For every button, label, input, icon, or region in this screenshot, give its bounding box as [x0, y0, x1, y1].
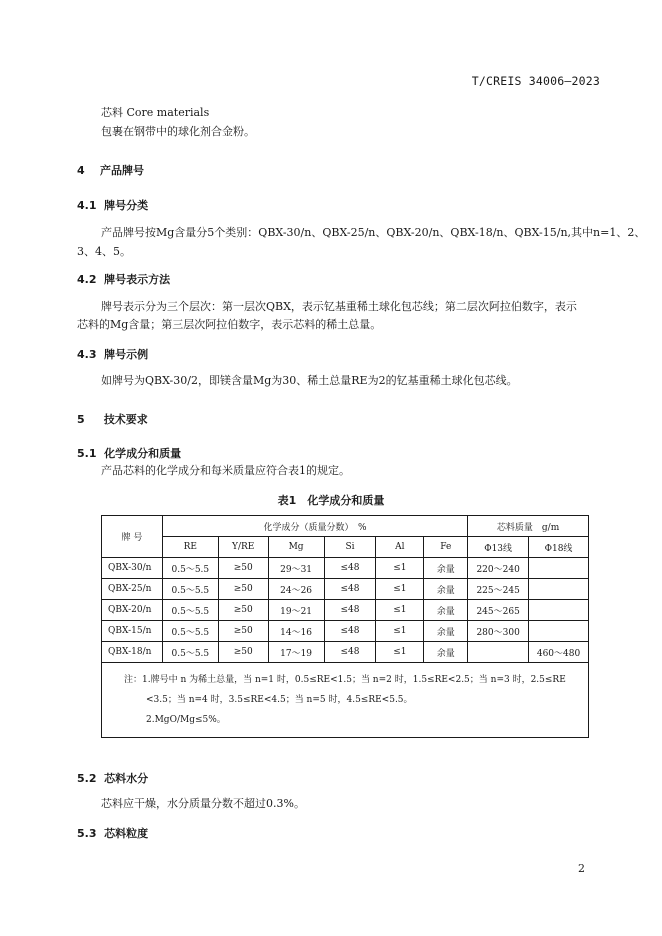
cell-brand: QBX-20/n: [102, 600, 163, 621]
section-number: 5: [77, 413, 85, 426]
section-number: 4.1: [77, 199, 97, 212]
cell-si: ≤48: [324, 642, 376, 663]
section-5-heading: [77, 411, 148, 427]
cell-si: ≤48: [324, 600, 376, 621]
col-header-fe: Fe: [424, 537, 468, 558]
section-number: 5.2: [77, 772, 97, 785]
note-2: 2.MgO/Mg≤5%。: [146, 715, 226, 725]
cell-si: ≤48: [324, 558, 376, 579]
cell-brand: QBX-30/n: [102, 558, 163, 579]
cell-mg: 14～16: [268, 621, 324, 642]
cell-fe: 余量: [424, 579, 468, 600]
table-caption: 表1 化学成分和质量: [277, 494, 385, 507]
section-title: 牌号分类: [104, 199, 149, 212]
note-1-line1: 注：1.牌号中 n 为稀土总量，当 n=1 时，0.5≤RE<1.5；当 n=2 时，1.5≤RE<2.5；当 n=3 时，2.5≤RE: [124, 675, 566, 685]
section-title: 芯料粒度: [104, 827, 149, 840]
paragraph-4-1-line1: 产品牌号按Mg含量分5个类别：QBX-30/n、QBX-25/n、QBX-20/n、QBX-18/n、QBX-15/n,其中n=1、2、: [101, 226, 646, 239]
section-number: 4: [77, 164, 85, 177]
cell-phi13: 280～300: [468, 621, 529, 642]
cell-mg: 29～31: [268, 558, 324, 579]
cell-phi18: 460～480: [529, 642, 589, 663]
section-number: 5.1: [77, 447, 97, 460]
section-4-heading: [77, 162, 144, 178]
cell-fe: 余量: [424, 600, 468, 621]
section-title: 牌号示例: [104, 348, 149, 361]
cell-phi18: [529, 621, 589, 642]
cell-brand: QBX-18/n: [102, 642, 163, 663]
paragraph-5-2: 芯料应干燥，水分质量分数不超过0.3%。: [101, 797, 305, 810]
cell-re: 0.5～5.5: [162, 621, 218, 642]
cell-si: ≤48: [324, 579, 376, 600]
section-number: 4.2: [77, 273, 97, 286]
section-5-2-heading: [77, 770, 148, 786]
section-number: 5.3: [77, 827, 97, 840]
section-title: 芯料水分: [104, 772, 149, 785]
cell-y-re: ≥50: [218, 579, 268, 600]
cell-y-re: ≥50: [218, 642, 268, 663]
table-row: [102, 558, 589, 579]
cell-re: 0.5～5.5: [162, 558, 218, 579]
section-title: 牌号表示方法: [104, 273, 171, 286]
section-4-2-heading: [77, 271, 170, 287]
paragraph-4-1-line2: 3、4、5。: [77, 245, 131, 258]
table-row: [102, 621, 589, 642]
cell-y-re: ≥50: [218, 600, 268, 621]
cell-y-re: ≥50: [218, 558, 268, 579]
cell-re: 0.5～5.5: [162, 579, 218, 600]
paragraph-5-1: 产品芯料的化学成分和每米质量应符合表1的规定。: [101, 464, 350, 477]
table-row: [102, 642, 589, 663]
section-number: 4.3: [77, 348, 97, 361]
section-4-1-heading: [77, 197, 148, 213]
document-header-id: T/CREIS 34006—2023: [471, 74, 600, 88]
term-core-definition: 包裹在钢带中的球化剂合金粉。: [101, 125, 255, 138]
cell-phi13: 220～240: [468, 558, 529, 579]
cell-phi18: [529, 579, 589, 600]
cell-mg: 17～19: [268, 642, 324, 663]
paragraph-4-2-line2: 芯料的Mg含量；第三层次阿拉伯数字，表示芯料的稀土总量。: [77, 318, 382, 331]
cell-re: 0.5～5.5: [162, 600, 218, 621]
paragraph-4-2-line1: 牌号表示分为三个层次：第一层次QBX，表示钇基重稀土球化包芯线；第二层次阿拉伯数字，表示: [101, 300, 577, 313]
header-core-mass: 芯料质量 g/m: [468, 516, 589, 537]
header-brand: 牌 号: [102, 516, 163, 558]
cell-phi13: 245～265: [468, 600, 529, 621]
col-header-al: Al: [376, 537, 424, 558]
col-header-si: Si: [324, 537, 376, 558]
cell-phi18: [529, 558, 589, 579]
cell-al: ≤1: [376, 621, 424, 642]
chemical-composition-table: [101, 515, 589, 738]
col-header-y-re: Y/RE: [218, 537, 268, 558]
col-header-mg: Mg: [268, 537, 324, 558]
page-number: 2: [578, 862, 585, 875]
table-notes: [102, 663, 589, 738]
cell-al: ≤1: [376, 642, 424, 663]
table-row: [102, 579, 589, 600]
col-header-re: RE: [162, 537, 218, 558]
section-title: 技术要求: [103, 413, 148, 426]
col-header-phi13: Φ13线: [468, 537, 529, 558]
cell-re: 0.5～5.5: [162, 642, 218, 663]
cell-y-re: ≥50: [218, 621, 268, 642]
cell-brand: QBX-25/n: [102, 579, 163, 600]
col-header-phi18: Φ18线: [529, 537, 589, 558]
paragraph-4-3: 如牌号为QBX-30/2，即镁含量Mg为30、稀土总量RE为2的钇基重稀土球化包芯线。: [101, 374, 518, 387]
cell-al: ≤1: [376, 558, 424, 579]
table-row: [102, 600, 589, 621]
cell-fe: 余量: [424, 642, 468, 663]
section-title: 化学成分和质量: [104, 447, 182, 460]
cell-phi18: [529, 600, 589, 621]
section-title: 产品牌号: [99, 164, 144, 177]
cell-si: ≤48: [324, 621, 376, 642]
cell-fe: 余量: [424, 558, 468, 579]
cell-al: ≤1: [376, 579, 424, 600]
note-1-line2: <3.5；当 n=4 时，3.5≤RE<4.5；当 n=5 时，4.5≤RE<5.5。: [146, 695, 413, 705]
section-4-3-heading: [77, 346, 148, 362]
section-5-1-heading: [77, 445, 181, 461]
header-chemical-composition: 化学成分（质量分数） %: [162, 516, 467, 537]
cell-phi13: [468, 642, 529, 663]
cell-mg: 24～26: [268, 579, 324, 600]
section-5-3-heading: [77, 825, 148, 841]
cell-al: ≤1: [376, 600, 424, 621]
cell-fe: 余量: [424, 621, 468, 642]
cell-brand: QBX-15/n: [102, 621, 163, 642]
cell-mg: 19～21: [268, 600, 324, 621]
cell-phi13: 225～245: [468, 579, 529, 600]
term-core-materials: 芯料 Core materials: [101, 106, 210, 119]
